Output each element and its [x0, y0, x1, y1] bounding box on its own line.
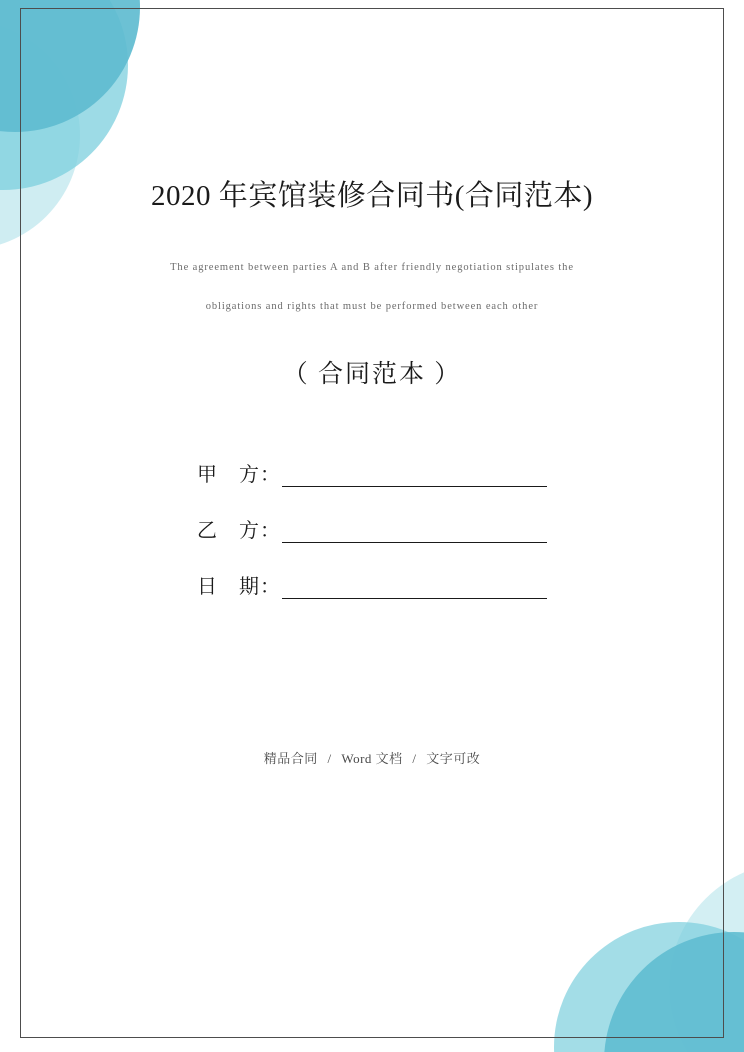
- field-row-party-a: [197, 458, 547, 487]
- field-label-party-b: 乙 方：: [197, 520, 281, 542]
- footer-item-editable: 文字可改: [426, 751, 481, 766]
- field-label-date: 日 期：: [197, 576, 281, 598]
- footer-item-quality-contract: 精品合同: [263, 751, 318, 766]
- signature-fields: [197, 392, 547, 599]
- subtitle-english-line-1: The agreement between parties A and B after friendly negotiation stipulates the: [170, 262, 574, 273]
- field-line-party-a[interactable]: [282, 466, 547, 487]
- footer-separator-1: /: [327, 751, 332, 766]
- subtitle-english-line-2: obligations and rights that must be performed between each other: [205, 301, 539, 312]
- sample-contract-mark: （ 合同范本 ）: [282, 361, 462, 388]
- field-line-party-b[interactable]: [282, 522, 547, 543]
- footer-note: [0, 748, 744, 767]
- field-row-party-b: [197, 514, 547, 543]
- footer-separator-2: /: [412, 751, 417, 766]
- page-title: 2020 年宾馆装修合同书(合同范本): [150, 180, 594, 212]
- field-row-date: [197, 570, 547, 599]
- field-label-party-a: 甲 方：: [197, 464, 281, 486]
- footer-item-word-doc: Word 文档: [341, 751, 403, 766]
- field-line-date[interactable]: [282, 578, 547, 599]
